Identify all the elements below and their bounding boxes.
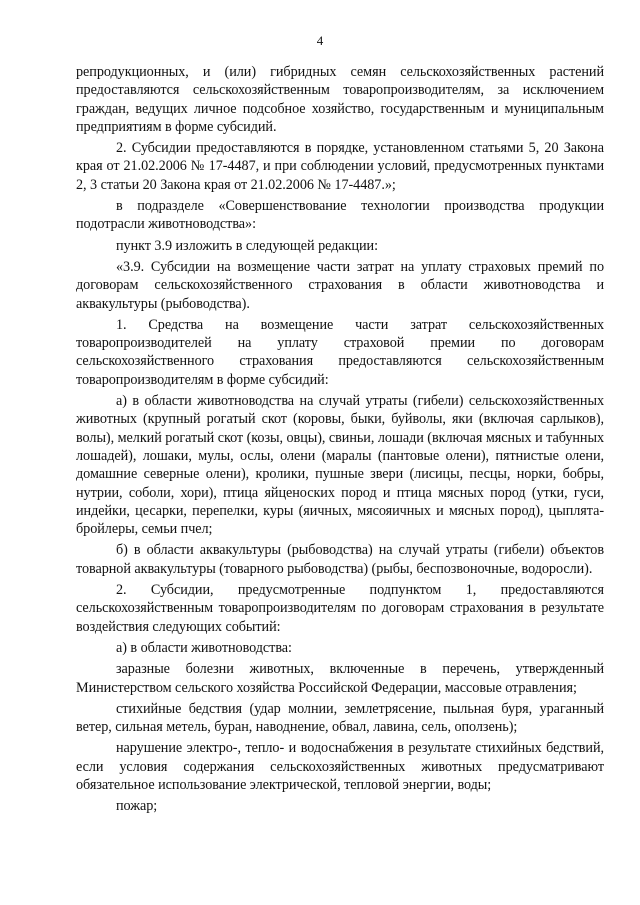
paragraph-p9: 2. Субсидии, предусмотренные подпунктом 1, предоставляются сельскохозяйственным товаропроизводителям по договорам страхования в результате воздействия следующих событий: xyxy=(76,582,604,635)
page-number: 4 xyxy=(316,33,324,48)
paragraph-p2: 2. Субсидии предоставляются в порядке, установленном статьями 5, 20 Закона края от 21.02.2006 № 17-4487, и при соблюдении условий, предусмотренных пунктами 2, 3 статьи 20 Закона края от 21.02.2006 № 17-4487.»; xyxy=(76,140,604,193)
paragraph-p5: «3.9. Субсидии на возмещение части затрат на уплату страховых премий по договорам сельскохозяйственного страхования в области животноводства и аквакультуры (рыбоводства). xyxy=(76,258,604,312)
document-body xyxy=(76,63,604,816)
paragraph-p6: 1. Средства на возмещение части затрат сельскохозяйственных товаропроизводителей на уплату страховой премии по договорам сельскохозяйственного страхования предоставляются сельскохозяйственным товаропроизводителям в форме субсидий: xyxy=(76,316,604,388)
paragraph-p4: пункт 3.9 изложить в следующей редакции: xyxy=(116,237,378,254)
paragraph-p3: в подразделе «Совершенствование технологии производства продукции подотрасли животноводства»: xyxy=(76,198,604,233)
paragraph-p11: заразные болезни животных, включенные в перечень, утвержденный Министерством сельского хозяйства Российской Федерации, массовые отравления; xyxy=(76,661,604,696)
paragraph-p8: б) в области аквакультуры (рыбоводства) на случай утраты (гибели) объектов товарной аквакультуры (товарного рыбоводства) (рыбы, беспозвоночные, водоросли). xyxy=(76,542,604,577)
paragraph-p12: стихийные бедствия (удар молнии, землетрясение, пыльная буря, ураганный ветер, сильная метель, буран, наводнение, обвал, лавина, сель, оползень); xyxy=(76,700,604,736)
paragraph-p14: пожар; xyxy=(116,798,158,815)
paragraph-p10: а) в области животноводства: xyxy=(116,639,292,656)
paragraph-p1: репродукционных, и (или) гибридных семян сельскохозяйственных растений предоставляются сельскохозяйственным товаропроизводителям, за исключением граждан, ведущих личное подсобное хозяйство, государственным и муниципальным предприятиям в форме субсидий. xyxy=(76,64,604,135)
paragraph-p7: а) в области животноводства на случай утраты (гибели) сельскохозяйственных животных (крупный рогатый скот (коровы, быки, буйволы, яки (включая сарлыков), волы), мелкий рогатый скот (козы, овцы), свиньи, лошади (включая мясных и табунных лошадей), лошаки, мулы, ослы, олени (маралы (пантовые олени), пятнистые олени, домашние северные олени), кролики, пушные звери (лисицы, песцы, норки, бобры, нутрии, соболи, хори), птица яйценоских пород и птица мясных пород (утки, гуси, индейки, цесарки, перепелки, куры (яичных, мясояичных и мясных пород), цыплята-бройлеры, семьи пчел; xyxy=(76,393,604,538)
paragraph-p13: нарушение электро-, тепло- и водоснабжения в результате стихийных бедствий, если условия содержания сельскохозяйственных животных предусматривают обязательное использование электрической, тепловой энергии, воды; xyxy=(76,740,604,793)
